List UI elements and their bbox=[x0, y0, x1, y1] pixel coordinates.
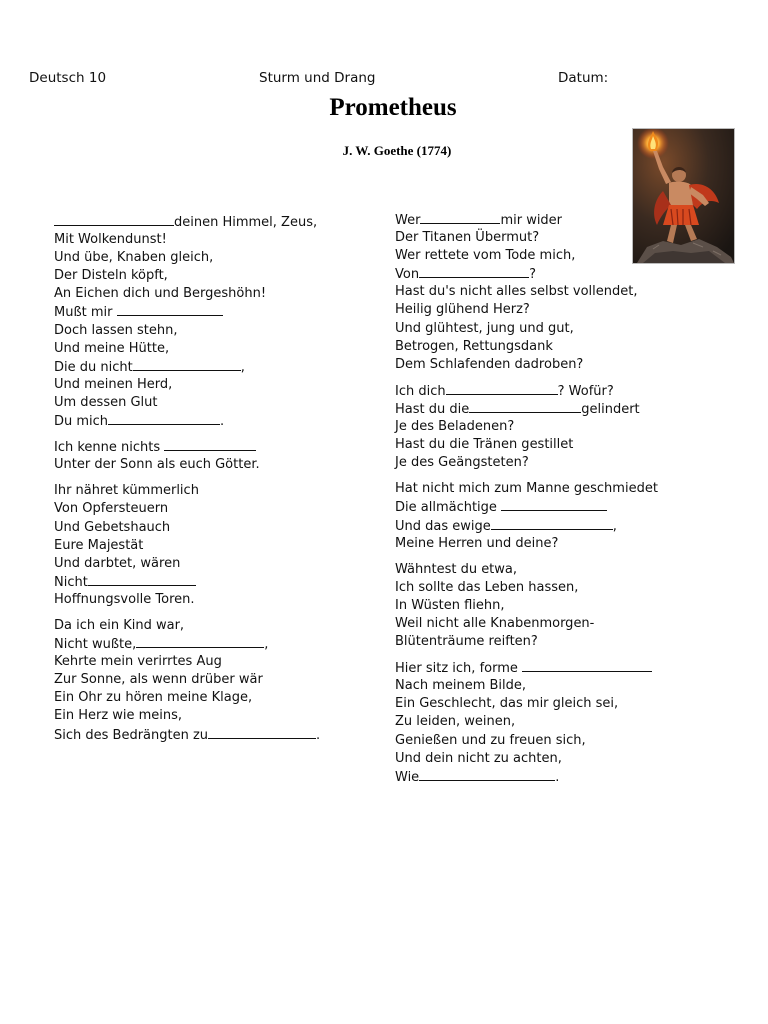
line-text: Hier sitz ich, forme bbox=[395, 661, 523, 677]
poem-line bbox=[395, 356, 695, 374]
stanza bbox=[395, 382, 695, 472]
header-subject: Deutsch 10 bbox=[29, 70, 107, 86]
poem-line bbox=[395, 283, 695, 301]
poem-right-column bbox=[395, 211, 695, 794]
fill-in-blank[interactable] bbox=[419, 768, 555, 781]
poem-line bbox=[54, 591, 354, 609]
poem-line bbox=[54, 555, 354, 573]
line-text: Und darbtet, wären bbox=[54, 555, 181, 571]
line-text: Ihr nähret kümmerlich bbox=[54, 483, 199, 499]
line-text: Meine Herren und deine? bbox=[395, 535, 559, 551]
poem-line bbox=[395, 229, 695, 247]
line-text: Heilig glühend Herz? bbox=[395, 302, 530, 318]
fill-in-blank[interactable] bbox=[446, 382, 558, 395]
line-text: Weil nicht alle Knabenmorgen- bbox=[395, 615, 595, 631]
poem-line bbox=[395, 597, 695, 615]
line-text: Hat nicht mich zum Manne geschmiedet bbox=[395, 481, 658, 497]
poem-line bbox=[395, 338, 695, 356]
fill-in-blank[interactable] bbox=[136, 635, 264, 648]
fill-in-blank[interactable] bbox=[522, 659, 652, 672]
line-text: Blütenträume reiften? bbox=[395, 634, 538, 650]
fill-in-blank[interactable] bbox=[469, 400, 581, 413]
poem-line bbox=[395, 615, 695, 633]
poem-line bbox=[395, 301, 695, 319]
line-text: Von Opfersteuern bbox=[54, 501, 169, 517]
stanza bbox=[395, 659, 695, 786]
poem-line bbox=[395, 579, 695, 597]
line-text: Mit Wolkendunst! bbox=[54, 232, 167, 248]
line-text: Hast du die Tränen gestillet bbox=[395, 437, 574, 453]
line-text: Wer rettete vom Tode mich, bbox=[395, 248, 576, 264]
line-text: Da ich ein Kind war, bbox=[54, 617, 185, 633]
poem-line bbox=[54, 438, 354, 456]
poem-line bbox=[54, 303, 354, 321]
fill-in-blank[interactable] bbox=[491, 517, 613, 530]
poem-line bbox=[54, 213, 354, 231]
stanza bbox=[395, 211, 695, 374]
poem-line bbox=[54, 726, 354, 744]
poem-line bbox=[395, 247, 695, 265]
line-text: Sich des Bedrängten zu bbox=[54, 727, 209, 743]
fill-in-blank[interactable] bbox=[117, 303, 223, 316]
line-text: . bbox=[220, 414, 225, 430]
fill-in-blank[interactable] bbox=[54, 213, 174, 226]
line-text: Und meinen Herd, bbox=[54, 376, 173, 392]
line-text: Kehrte mein verirrtes Aug bbox=[54, 654, 222, 670]
line-text: Betrogen, Rettungsdank bbox=[395, 338, 553, 354]
line-text: Wer bbox=[395, 213, 421, 228]
poem-line bbox=[54, 358, 354, 376]
fill-in-blank[interactable] bbox=[419, 265, 529, 278]
line-text: Und dein nicht zu achten, bbox=[395, 750, 562, 766]
poem-line bbox=[395, 320, 695, 338]
stanza bbox=[395, 561, 695, 651]
stanza bbox=[54, 438, 354, 474]
fill-in-blank[interactable] bbox=[420, 211, 500, 224]
poem-line bbox=[395, 750, 695, 768]
poem-title: Prometheus bbox=[329, 94, 457, 121]
line-text: Genießen und zu freuen sich, bbox=[395, 732, 586, 748]
fill-in-blank[interactable] bbox=[88, 573, 196, 586]
poem-line bbox=[395, 732, 695, 750]
poem-line bbox=[395, 454, 695, 472]
fill-in-blank[interactable] bbox=[164, 438, 256, 451]
poem-line bbox=[395, 211, 695, 229]
poem-line bbox=[54, 671, 354, 689]
header-topic: Sturm und Drang bbox=[259, 70, 376, 86]
line-text: Doch lassen stehn, bbox=[54, 322, 178, 338]
line-text: mir wider bbox=[500, 213, 563, 228]
fill-in-blank[interactable] bbox=[108, 412, 220, 425]
line-text: Ich sollte das Leben hassen, bbox=[395, 579, 579, 595]
line-text: Und das ewige bbox=[395, 518, 491, 534]
line-text: Zu leiden, weinen, bbox=[395, 714, 516, 730]
poem-line bbox=[395, 400, 695, 418]
line-text: , bbox=[612, 518, 617, 534]
line-text: Mußt mir bbox=[54, 305, 117, 321]
line-text: Hast du die bbox=[395, 401, 470, 417]
poem-line bbox=[395, 517, 695, 535]
line-text: Je des Beladenen? bbox=[395, 419, 515, 435]
line-text: gelindert bbox=[581, 401, 640, 417]
poem-line bbox=[395, 633, 695, 651]
line-text: Die du nicht bbox=[54, 359, 133, 375]
line-text: Um dessen Glut bbox=[54, 394, 158, 410]
poem-line bbox=[54, 456, 354, 474]
line-text: Wähntest du etwa, bbox=[395, 561, 518, 577]
line-text: Nicht wußte, bbox=[54, 637, 137, 653]
poem-line bbox=[395, 659, 695, 677]
line-text: Und Gebetshauch bbox=[54, 519, 171, 535]
poem-line bbox=[395, 498, 695, 516]
line-text: An Eichen dich und Bergeshöhn! bbox=[54, 286, 267, 302]
poem-line bbox=[54, 285, 354, 303]
line-text: , bbox=[264, 637, 269, 653]
line-text: Du mich bbox=[54, 414, 109, 430]
stanza bbox=[54, 617, 354, 744]
line-text: . bbox=[555, 769, 560, 785]
line-text: Der Disteln köpft, bbox=[54, 268, 168, 284]
poem-left-column bbox=[54, 213, 354, 752]
line-text: Hast du's nicht alles selbst vollendet, bbox=[395, 284, 638, 300]
line-text: Und meine Hütte, bbox=[54, 340, 170, 356]
fill-in-blank[interactable] bbox=[133, 358, 241, 371]
line-text: Ich kenne nichts bbox=[54, 440, 165, 456]
poem-line bbox=[395, 480, 695, 498]
poem-line bbox=[54, 689, 354, 707]
line-text: Ich dich bbox=[395, 383, 446, 399]
poem-line bbox=[395, 695, 695, 713]
poem-line bbox=[395, 436, 695, 454]
line-text: Unter der Sonn als euch Götter. bbox=[54, 457, 260, 473]
line-text: Dem Schlafenden dadroben? bbox=[395, 356, 584, 372]
line-text: Nicht bbox=[54, 574, 88, 590]
poem-line bbox=[54, 231, 354, 249]
line-text: Der Titanen Übermut? bbox=[395, 230, 540, 246]
poem-line bbox=[54, 617, 354, 635]
poem-line bbox=[54, 519, 354, 537]
poem-line bbox=[395, 535, 695, 553]
line-text: Ein Herz wie meins, bbox=[54, 708, 183, 724]
poem-line bbox=[54, 573, 354, 591]
line-text: Und glühtest, jung und gut, bbox=[395, 320, 574, 336]
line-text: Von bbox=[395, 267, 420, 283]
line-text: Je des Geängsteten? bbox=[395, 455, 529, 471]
poem-line bbox=[54, 340, 354, 358]
line-text: Eure Majestät bbox=[54, 537, 144, 553]
poem-line bbox=[395, 382, 695, 400]
line-text: Hoffnungsvolle Toren. bbox=[54, 591, 195, 607]
poem-line bbox=[54, 482, 354, 500]
line-text: Zur Sonne, als wenn drüber wär bbox=[54, 672, 263, 688]
line-text: , bbox=[240, 359, 245, 375]
poem-line bbox=[395, 418, 695, 436]
line-text: ? Wofür? bbox=[557, 383, 614, 399]
poem-line bbox=[54, 500, 354, 518]
poem-line bbox=[54, 635, 354, 653]
line-text: Ein Ohr zu hören meine Klage, bbox=[54, 690, 253, 706]
poem-line bbox=[54, 322, 354, 340]
poem-line bbox=[395, 265, 695, 283]
line-text: ? bbox=[529, 267, 536, 283]
stanza bbox=[54, 213, 354, 430]
line-text: . bbox=[316, 727, 321, 743]
poem-line bbox=[54, 653, 354, 671]
poem-line bbox=[54, 412, 354, 430]
stanza bbox=[395, 480, 695, 552]
fill-in-blank[interactable] bbox=[501, 498, 607, 511]
poem-line bbox=[54, 537, 354, 555]
line-text: Und übe, Knaben gleich, bbox=[54, 250, 214, 266]
line-text: Wie bbox=[395, 769, 420, 785]
poem-line bbox=[395, 768, 695, 786]
poem-line bbox=[54, 376, 354, 394]
poem-line bbox=[395, 713, 695, 731]
line-text: Nach meinem Bilde, bbox=[395, 678, 527, 694]
line-text: Ein Geschlecht, das mir gleich sei, bbox=[395, 696, 619, 712]
poem-author: J. W. Goethe (1774) bbox=[342, 143, 452, 158]
poem-line bbox=[54, 249, 354, 267]
header-date-label: Datum: bbox=[558, 70, 609, 86]
poem-line bbox=[395, 677, 695, 695]
line-text: In Wüsten fliehn, bbox=[395, 597, 505, 613]
line-text: Die allmächtige bbox=[395, 500, 502, 516]
fill-in-blank[interactable] bbox=[208, 726, 316, 739]
poem-line bbox=[395, 561, 695, 579]
poem-line bbox=[54, 394, 354, 412]
line-text: deinen Himmel, Zeus, bbox=[174, 215, 318, 230]
stanza bbox=[54, 482, 354, 609]
poem-line bbox=[54, 707, 354, 725]
poem-line bbox=[54, 267, 354, 285]
